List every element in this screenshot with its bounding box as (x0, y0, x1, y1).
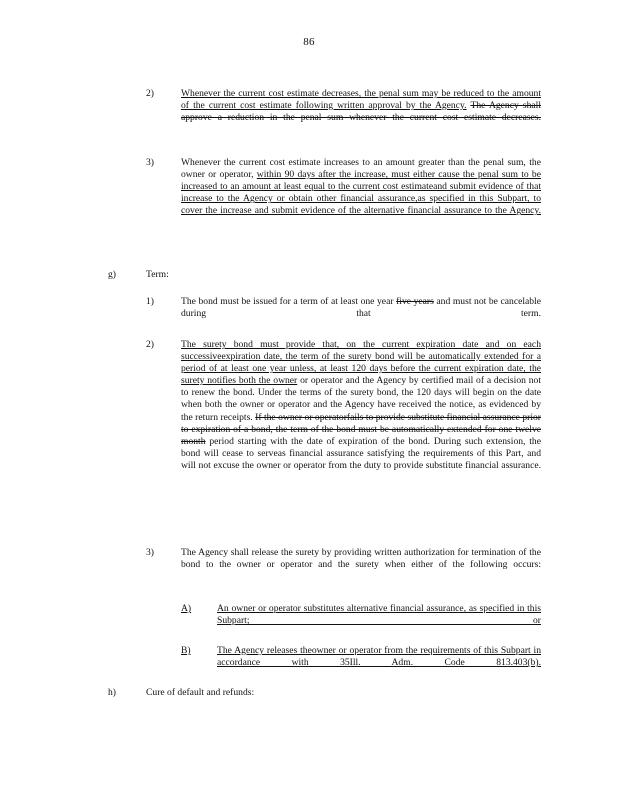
section-g-heading: Term: (146, 269, 169, 280)
deleted-text: five years (396, 296, 434, 307)
deleted-text: If the owner or operatorfails to provide substitute financial assurance prior to expiration of a bond, the term of the bond must be automatically extended for one twelve month (181, 411, 542, 447)
plain-text: or operator and the Agency by certified mail of a decision not to renew the bond. Under the terms of the surety bond, the 120 days will begin on the date when both the owner or operator and the Agency have received the notice, as evidenced by the return receipts. (181, 375, 541, 423)
inserted-text: Whenever the current cost estimate decreases, the penal sum may be reduced to the amount of the current cost estimate following written approval by the Agency. (181, 88, 541, 112)
plain-text: and must not be cancelable during that term. (181, 296, 541, 320)
term-item-3-marker: 3) (146, 547, 154, 558)
deleted-text: The Agency shall approve a reduction in the penal sum whenever the current cost estimate decreases. (181, 100, 541, 124)
term-item-1-marker: 1) (146, 296, 154, 307)
plain-text: period starting with the date of expiration of the bond. During such extension, the bond will cease to serveas financial assurance satisfying the requirements of this Part, and will not excuse the owner or operator from the duty to provide substitute financial assurance. (181, 435, 541, 471)
section-g-marker: g) (108, 269, 116, 280)
term-item-1-text (181, 296, 541, 332)
plain-text: Whenever the current cost estimate increases to an amount greater than the penal sum, the owner or operator, (181, 157, 541, 181)
term-item-2-marker: 2) (146, 339, 154, 350)
subitem-a-marker: A) (181, 603, 192, 614)
inserted-text: within 90 days after the increase, must either cause the penal sum to be increased to an amount at least equal to the current cost estimateand submit evidence of that increase to the Agency or obtain other financial assurance,as specified in this Subpart, to cover the increase and submit evidence of the alternative financial assurance to the Agency. (181, 169, 541, 217)
inserted-text: An owner or operator substitutes alternative financial assurance, as specified in this Subpart; or (217, 603, 541, 627)
inserted-text: The Agency releases theowner or operator from the requirements of this Subpart in accordance with 35Ill. Adm. Code 813.403(b). (217, 645, 541, 669)
item-2-text (181, 88, 541, 136)
subitem-a-text (217, 603, 541, 639)
plain-text: The bond must be issued for a term of at least one year (181, 296, 394, 307)
subitem-b-text (217, 645, 541, 681)
page-number: 86 (303, 36, 315, 48)
term-item-2-text (181, 339, 541, 484)
plain-text: The Agency shall release the surety by providing written authorization for termination of the bond to the owner or operator and the surety when either of the following occurs: (181, 547, 541, 571)
item-3-marker: 3) (146, 157, 154, 168)
item-2-marker: 2) (146, 88, 154, 99)
item-3-text (181, 157, 541, 230)
term-item-3-text (181, 547, 541, 583)
inserted-text: The surety bond must provide that, on the current expiration date and on each successiveexpiration date, the term of the surety bond will be automatically extended for a period of at least one year unless, at least 120 days before the current expiration date, the surety notifies both the owner (181, 339, 541, 387)
section-h-heading: Cure of default and refunds: (146, 687, 255, 698)
subitem-b-marker: B) (181, 645, 191, 656)
section-h-marker: h) (108, 687, 116, 698)
